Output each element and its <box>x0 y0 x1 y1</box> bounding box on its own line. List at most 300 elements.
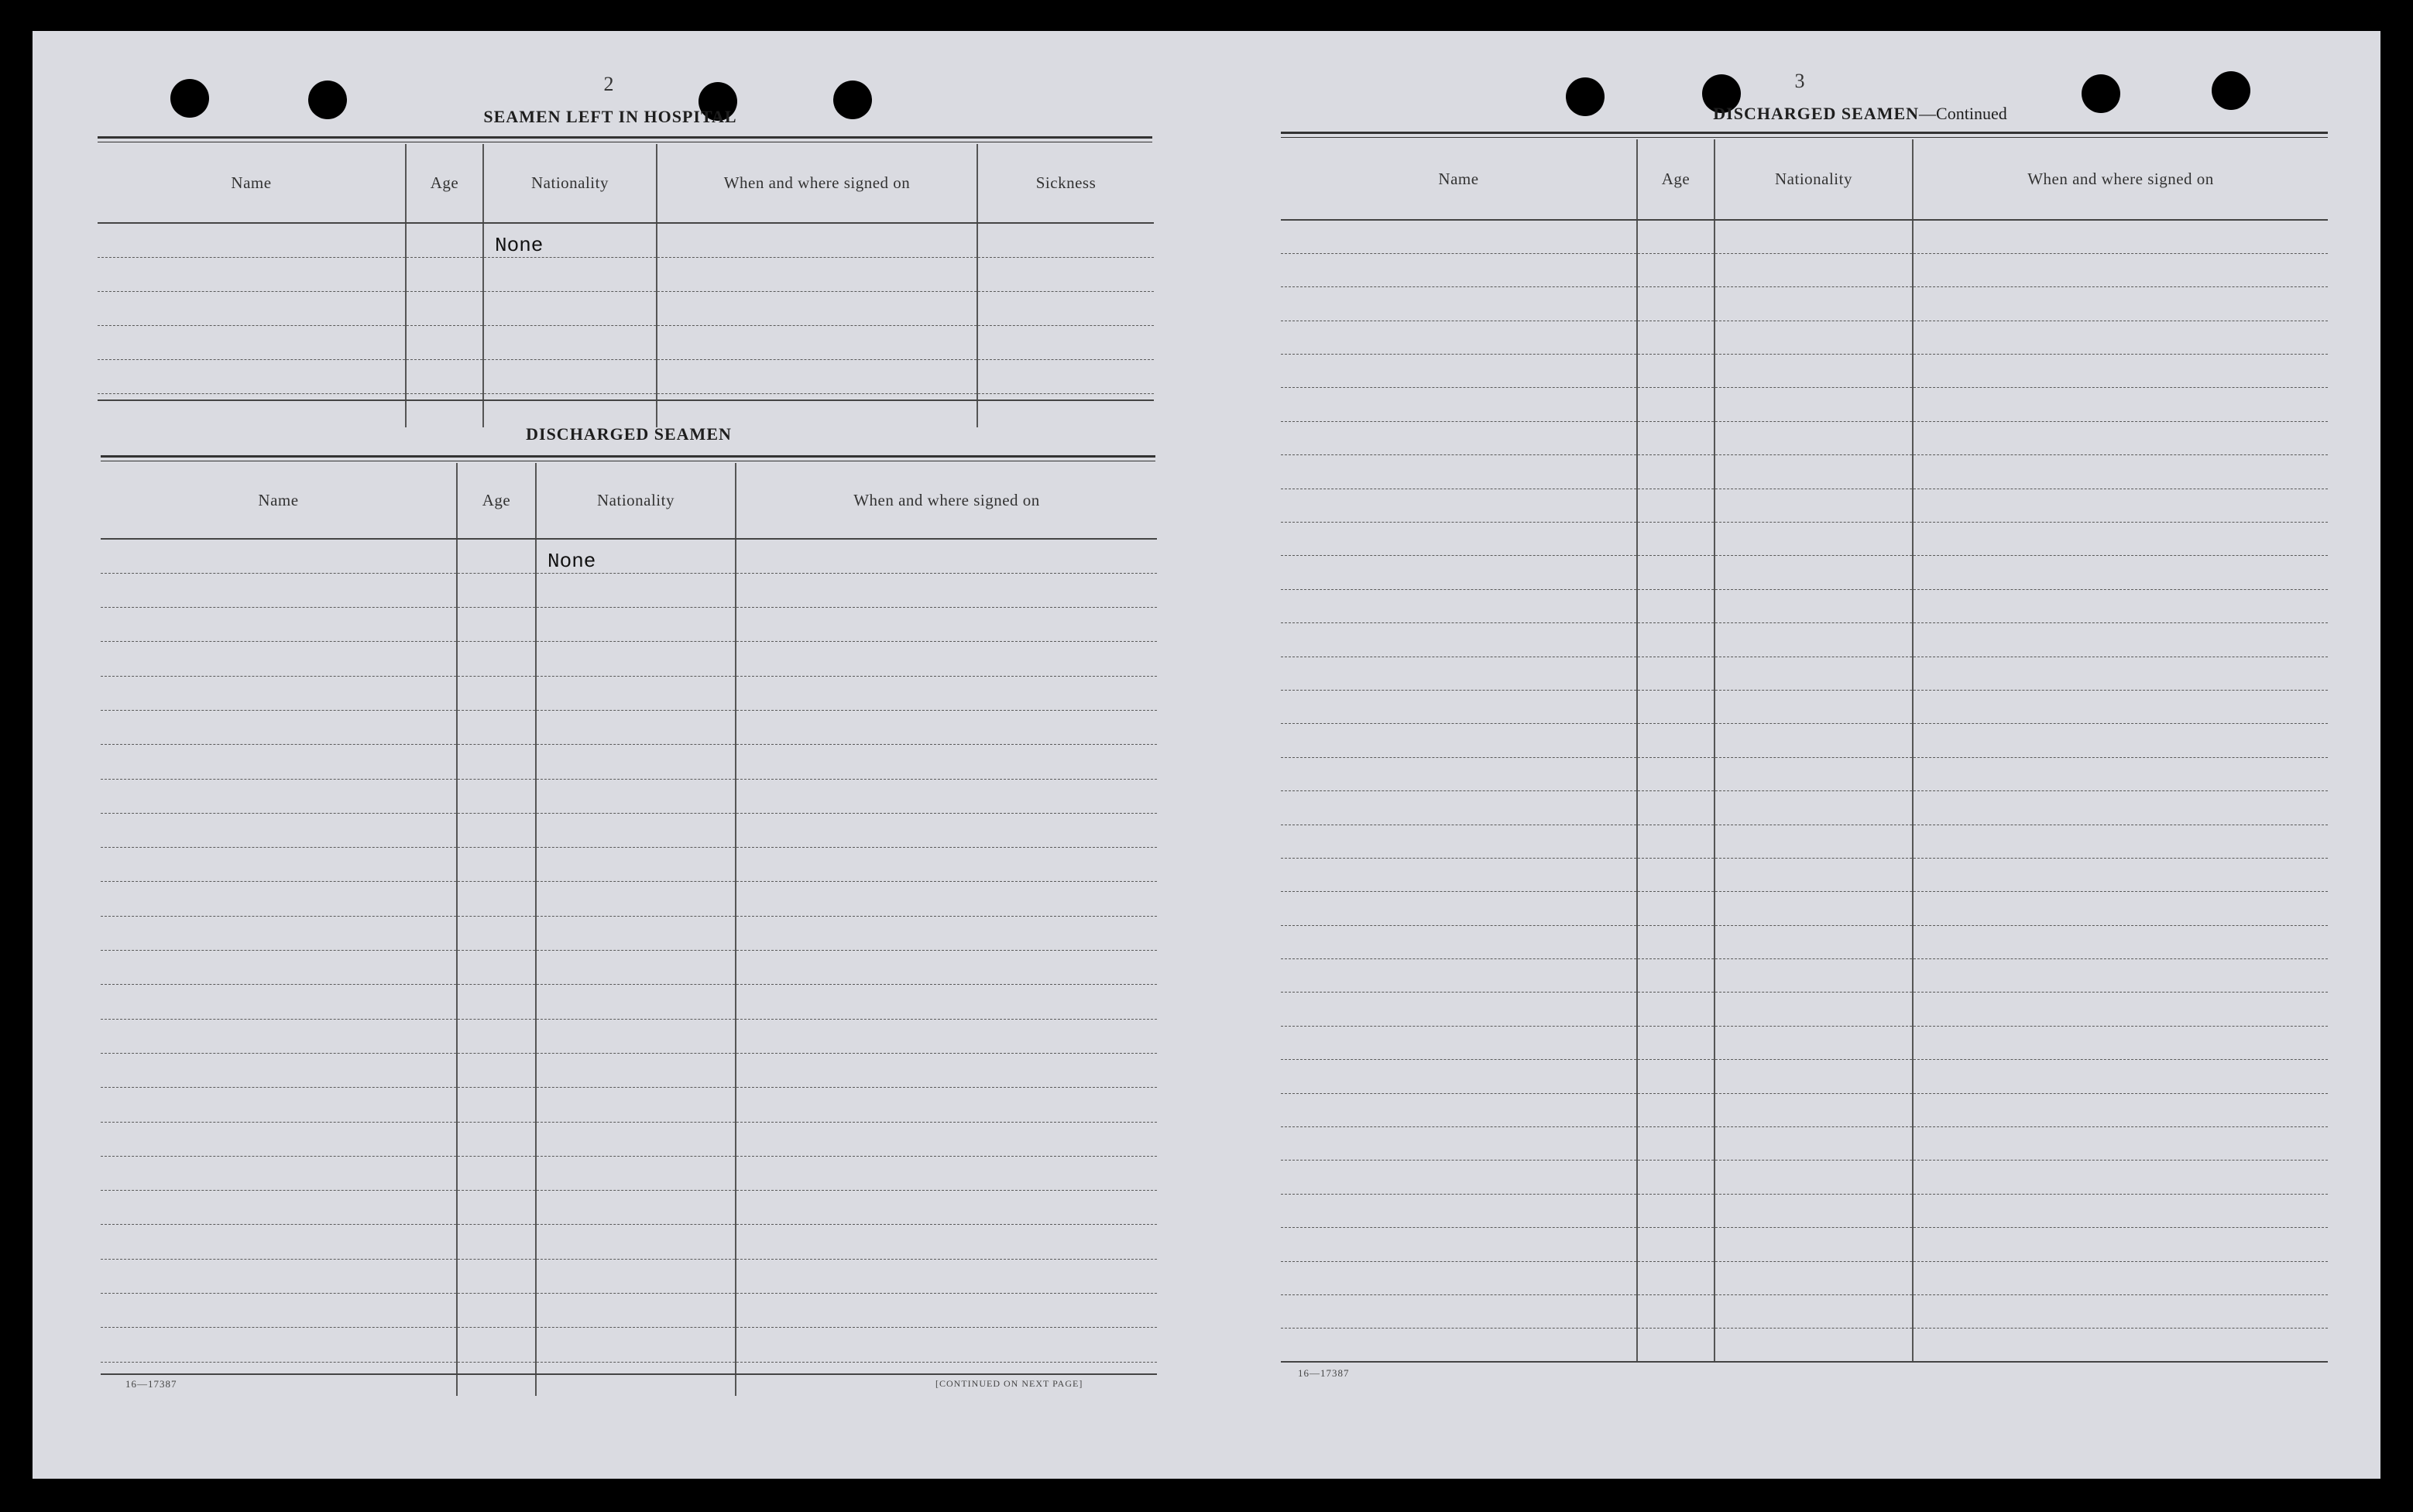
cell-nationality <box>536 676 736 710</box>
cell-name <box>1281 959 1637 993</box>
cell-name <box>1281 1329 1637 1362</box>
cell-age <box>1637 421 1714 454</box>
discharged-top-rule <box>101 455 1155 458</box>
cell-nationality <box>1714 623 1913 657</box>
column-header-name: Name <box>101 463 457 539</box>
cell-age <box>1637 523 1714 556</box>
cell-signed-on <box>657 223 977 257</box>
cell-age <box>406 257 483 291</box>
column-header-age: Age <box>1637 139 1714 220</box>
cell-nationality <box>536 1328 736 1362</box>
cell-age <box>457 710 536 744</box>
cell-nationality <box>536 779 736 813</box>
cell-signed-on <box>657 325 977 359</box>
cell-name <box>101 848 457 882</box>
column-header-age: Age <box>406 144 483 223</box>
column-header-signed-on: When and where signed on <box>657 144 977 223</box>
cell-name <box>1281 1026 1637 1059</box>
table-row <box>1281 623 2328 657</box>
cell-signed-on <box>1913 858 2328 891</box>
cell-name <box>1281 623 1637 657</box>
column-header-signed-on: When and where signed on <box>1913 139 2328 220</box>
table-row <box>1281 1026 2328 1059</box>
cell-signed-on <box>1913 623 2328 657</box>
cell-nationality <box>1714 220 1913 253</box>
cell-signed-on <box>736 1259 1157 1293</box>
cell-name <box>98 359 406 393</box>
cell-name <box>1281 589 1637 622</box>
cell-nationality <box>1714 455 1913 489</box>
cell-signed-on <box>736 1294 1157 1328</box>
cell-signed-on <box>1913 556 2328 589</box>
cell-signed-on <box>1913 421 2328 454</box>
table-row <box>1281 1228 2328 1261</box>
cell-name <box>101 1328 457 1362</box>
table-row <box>98 325 1154 359</box>
cell-signed-on <box>1913 1295 2328 1329</box>
page-number: 3 <box>1794 70 1805 92</box>
discharged-continued-title <box>1713 104 2006 124</box>
cell-nationality <box>483 393 657 427</box>
cell-nationality <box>536 1294 736 1328</box>
cell-name <box>101 608 457 642</box>
cell-nationality <box>483 257 657 291</box>
cell-nationality <box>1714 925 1913 958</box>
column-header-signed-on: When and where signed on <box>736 463 1157 539</box>
cell-signed-on <box>736 916 1157 950</box>
cell-signed-on <box>1913 1127 2328 1161</box>
table-row <box>1281 1093 2328 1126</box>
cell-age <box>1637 556 1714 589</box>
cell-signed-on <box>736 1088 1157 1122</box>
cell-signed-on <box>657 257 977 291</box>
column-header-nationality: Nationality <box>536 463 736 539</box>
cell-age <box>457 745 536 779</box>
cell-nationality <box>536 1156 736 1190</box>
cell-name <box>101 985 457 1019</box>
column-header-age: Age <box>457 463 536 539</box>
cell-name <box>1281 253 1637 286</box>
cell-age <box>1637 220 1714 253</box>
cell-name <box>101 745 457 779</box>
cell-signed-on <box>736 1225 1157 1259</box>
cell-nationality <box>1714 1295 1913 1329</box>
cell-nationality <box>536 1362 736 1396</box>
cell-nationality <box>1714 825 1913 858</box>
cell-nationality <box>483 359 657 393</box>
table-row <box>101 1191 1157 1225</box>
cell-name <box>1281 1295 1637 1329</box>
cell-name <box>1281 858 1637 891</box>
cell-nationality <box>1714 523 1913 556</box>
table-row <box>101 745 1157 779</box>
cell-nationality <box>536 1225 736 1259</box>
cell-signed-on <box>1913 589 2328 622</box>
cell-nationality <box>1714 1127 1913 1161</box>
cell-signed-on <box>736 676 1157 710</box>
cell-age <box>457 779 536 813</box>
continued-note: [CONTINUED ON NEXT PAGE] <box>935 1378 1083 1389</box>
discharged-table <box>101 463 1157 1396</box>
right-top-rule <box>1281 132 2328 134</box>
cell-age <box>1637 959 1714 993</box>
table-row <box>1281 791 2328 825</box>
cell-signed-on <box>657 359 977 393</box>
column-header-name: Name <box>1281 139 1637 220</box>
cell-age <box>457 1259 536 1293</box>
cell-name <box>98 291 406 325</box>
cell-signed-on <box>1913 993 2328 1026</box>
cell-nationality <box>1714 757 1913 790</box>
cell-name <box>1281 1261 1637 1294</box>
cell-name <box>101 1088 457 1122</box>
cell-signed-on <box>1913 1093 2328 1126</box>
cell-nationality <box>483 291 657 325</box>
continued-suffix: —Continued <box>1919 104 2007 123</box>
cell-age <box>457 1156 536 1190</box>
cell-signed-on <box>736 779 1157 813</box>
cell-nationality <box>1714 253 1913 286</box>
cell-nationality <box>1714 589 1913 622</box>
cell-age <box>1637 1093 1714 1126</box>
cell-age <box>1637 1295 1714 1329</box>
cell-name <box>101 642 457 676</box>
cell-nationality <box>536 608 736 642</box>
cell-name <box>1281 489 1637 522</box>
cell-name <box>98 257 406 291</box>
table-row <box>1281 724 2328 757</box>
cell-name <box>101 1191 457 1225</box>
cell-name <box>1281 791 1637 825</box>
table-row <box>1281 1261 2328 1294</box>
cell-age <box>457 1191 536 1225</box>
cell-age <box>457 1088 536 1122</box>
cell-age <box>1637 489 1714 522</box>
table-row <box>1281 892 2328 925</box>
cell-nationality <box>536 882 736 916</box>
cell-name <box>1281 355 1637 388</box>
table-row <box>1281 657 2328 690</box>
document-page <box>33 31 2380 1479</box>
cell-signed-on <box>736 573 1157 607</box>
table-row <box>101 642 1157 676</box>
table-row <box>1281 1060 2328 1093</box>
cell-age <box>457 676 536 710</box>
cell-nationality <box>1714 657 1913 690</box>
table-row <box>1281 556 2328 589</box>
cell-age <box>1637 791 1714 825</box>
cell-signed-on <box>1913 523 2328 556</box>
cell-age <box>457 539 536 573</box>
cell-age <box>1637 925 1714 958</box>
cell-sickness <box>977 257 1154 291</box>
cell-age <box>1637 1127 1714 1161</box>
cell-name <box>101 779 457 813</box>
table-row <box>1281 287 2328 321</box>
cell-name <box>101 916 457 950</box>
cell-signed-on <box>736 813 1157 847</box>
cell-age <box>1637 1228 1714 1261</box>
cell-signed-on <box>736 882 1157 916</box>
cell-age <box>1637 892 1714 925</box>
cell-name <box>1281 690 1637 723</box>
cell-name <box>101 573 457 607</box>
table-row <box>101 1328 1157 1362</box>
cell-nationality <box>1714 959 1913 993</box>
cell-age <box>1637 589 1714 622</box>
table-row <box>101 1088 1157 1122</box>
cell-age <box>1637 657 1714 690</box>
table-row <box>101 779 1157 813</box>
table-row <box>101 539 1157 573</box>
cell-nationality <box>1714 690 1913 723</box>
cell-age <box>457 1225 536 1259</box>
cell-sickness <box>977 291 1154 325</box>
cell-nationality: None <box>483 223 657 257</box>
cell-name <box>101 1019 457 1053</box>
cell-signed-on <box>1913 455 2328 489</box>
cell-signed-on <box>736 539 1157 573</box>
cell-signed-on <box>1913 925 2328 958</box>
table-row <box>101 951 1157 985</box>
cell-nationality <box>536 642 736 676</box>
cell-name <box>1281 321 1637 354</box>
cell-nationality <box>536 1053 736 1087</box>
cell-name <box>1281 1060 1637 1093</box>
cell-nationality <box>536 745 736 779</box>
cell-age <box>1637 321 1714 354</box>
cell-nationality <box>1714 1194 1913 1227</box>
cell-name <box>101 951 457 985</box>
cell-nationality <box>1714 1228 1913 1261</box>
cell-sickness <box>977 393 1154 427</box>
cell-age <box>1637 623 1714 657</box>
cell-signed-on <box>736 1328 1157 1362</box>
cell-age <box>1637 993 1714 1026</box>
cell-name <box>1281 1228 1637 1261</box>
cell-name <box>1281 724 1637 757</box>
cell-signed-on <box>1913 1026 2328 1059</box>
cell-age <box>1637 1261 1714 1294</box>
cell-signed-on <box>1913 220 2328 253</box>
cell-name <box>1281 993 1637 1026</box>
cell-age <box>457 848 536 882</box>
cell-name <box>98 325 406 359</box>
cell-name <box>98 393 406 427</box>
discharged-continued-title-text: DISCHARGED SEAMEN <box>1713 104 1920 123</box>
cell-signed-on <box>1913 1194 2328 1227</box>
cell-nationality <box>536 1088 736 1122</box>
table-row <box>98 393 1154 427</box>
cell-nationality <box>536 951 736 985</box>
cell-age <box>457 951 536 985</box>
table-row <box>101 1053 1157 1087</box>
cell-age <box>406 223 483 257</box>
cell-nationality <box>1714 1161 1913 1194</box>
cell-age <box>1637 858 1714 891</box>
cell-name <box>101 1294 457 1328</box>
table-row <box>101 608 1157 642</box>
cell-nationality <box>1714 993 1913 1026</box>
table-row <box>101 1019 1157 1053</box>
table-row <box>101 1122 1157 1156</box>
table-row <box>1281 1161 2328 1194</box>
table-row <box>1281 1194 2328 1227</box>
cell-nationality <box>1714 556 1913 589</box>
cell-age <box>457 642 536 676</box>
cell-nationality <box>1714 892 1913 925</box>
cell-signed-on <box>1913 892 2328 925</box>
cell-name <box>1281 523 1637 556</box>
cell-name <box>101 1259 457 1293</box>
cell-signed-on <box>1913 690 2328 723</box>
cell-nationality <box>1714 1329 1913 1362</box>
table-row <box>98 257 1154 291</box>
cell-age <box>1637 253 1714 286</box>
table-row <box>1281 489 2328 522</box>
cell-nationality <box>1714 1026 1913 1059</box>
table-row <box>101 813 1157 847</box>
hospital-table <box>98 144 1154 427</box>
cell-signed-on <box>1913 1060 2328 1093</box>
table-row <box>1281 825 2328 858</box>
cell-signed-on <box>1913 287 2328 321</box>
cell-name <box>1281 825 1637 858</box>
table-row <box>1281 959 2328 993</box>
table-row <box>98 359 1154 393</box>
cell-nationality <box>1714 421 1913 454</box>
discharged-bottom-rule <box>101 1373 1157 1375</box>
cell-sickness <box>977 359 1154 393</box>
cell-signed-on <box>1913 321 2328 354</box>
cell-signed-on <box>1913 791 2328 825</box>
cell-age <box>457 608 536 642</box>
cell-nationality <box>1714 287 1913 321</box>
cell-nationality <box>1714 355 1913 388</box>
cell-signed-on <box>1913 1261 2328 1294</box>
table-row <box>101 848 1157 882</box>
cell-sickness <box>977 223 1154 257</box>
cell-signed-on <box>1913 1161 2328 1194</box>
column-header-nationality: Nationality <box>483 144 657 223</box>
table-row <box>1281 1329 2328 1362</box>
cell-signed-on <box>1913 959 2328 993</box>
cell-signed-on <box>736 745 1157 779</box>
cell-signed-on <box>736 848 1157 882</box>
cell-age <box>1637 388 1714 421</box>
cell-age <box>406 393 483 427</box>
cell-nationality <box>1714 1093 1913 1126</box>
table-row <box>1281 589 2328 622</box>
punch-hole <box>2082 74 2120 113</box>
cell-nationality <box>536 813 736 847</box>
punch-hole <box>2212 71 2250 110</box>
cell-name <box>1281 892 1637 925</box>
cell-name <box>1281 925 1637 958</box>
cell-nationality <box>1714 1060 1913 1093</box>
cell-nationality <box>536 916 736 950</box>
table-row <box>101 710 1157 744</box>
table-row <box>1281 757 2328 790</box>
table-row <box>101 1156 1157 1190</box>
cell-signed-on <box>736 1122 1157 1156</box>
table-row <box>1281 455 2328 489</box>
table-row <box>1281 1295 2328 1329</box>
cell-age <box>457 1362 536 1396</box>
cell-signed-on <box>736 1156 1157 1190</box>
cell-age <box>1637 757 1714 790</box>
table-row <box>101 1225 1157 1259</box>
cell-name <box>101 813 457 847</box>
cell-nationality <box>483 325 657 359</box>
cell-nationality <box>1714 724 1913 757</box>
table-row <box>1281 253 2328 286</box>
cell-name <box>1281 455 1637 489</box>
cell-signed-on <box>736 1191 1157 1225</box>
punch-hole <box>1566 77 1605 116</box>
cell-name <box>1281 388 1637 421</box>
cell-nationality <box>536 985 736 1019</box>
form-number: 16—17387 <box>1298 1367 1350 1379</box>
cell-age <box>1637 1194 1714 1227</box>
cell-name <box>1281 220 1637 253</box>
hospital-top-rule <box>98 136 1152 139</box>
cell-signed-on <box>736 642 1157 676</box>
cell-sickness <box>977 325 1154 359</box>
punch-hole <box>170 79 209 118</box>
cell-signed-on <box>1913 657 2328 690</box>
cell-signed-on <box>736 985 1157 1019</box>
cell-age <box>457 985 536 1019</box>
cell-age <box>1637 287 1714 321</box>
cell-age <box>406 291 483 325</box>
punch-hole <box>833 81 872 119</box>
table-row <box>101 916 1157 950</box>
cell-name <box>1281 1161 1637 1194</box>
cell-signed-on <box>1913 825 2328 858</box>
cell-age <box>1637 1161 1714 1194</box>
cell-age <box>457 916 536 950</box>
table-row <box>101 676 1157 710</box>
cell-name <box>1281 1194 1637 1227</box>
cell-age <box>457 1328 536 1362</box>
cell-age <box>1637 690 1714 723</box>
cell-name <box>98 223 406 257</box>
cell-name <box>101 676 457 710</box>
cell-age <box>1637 455 1714 489</box>
cell-age <box>1637 1026 1714 1059</box>
hospital-section-title: SEAMEN LEFT IN HOSPITAL <box>483 107 737 126</box>
cell-signed-on <box>1913 757 2328 790</box>
cell-name <box>101 1122 457 1156</box>
cell-name <box>1281 657 1637 690</box>
cell-name <box>1281 1093 1637 1126</box>
cell-age <box>1637 724 1714 757</box>
cell-nationality <box>1714 791 1913 825</box>
cell-signed-on <box>736 608 1157 642</box>
cell-signed-on <box>1913 253 2328 286</box>
table-row <box>1281 925 2328 958</box>
column-header-sickness: Sickness <box>977 144 1154 223</box>
cell-name <box>1281 757 1637 790</box>
cell-age <box>457 1019 536 1053</box>
cell-nationality <box>536 1122 736 1156</box>
table-row <box>1281 355 2328 388</box>
table-row <box>1281 388 2328 421</box>
table-row <box>101 573 1157 607</box>
table-row <box>98 291 1154 325</box>
column-header-name: Name <box>98 144 406 223</box>
